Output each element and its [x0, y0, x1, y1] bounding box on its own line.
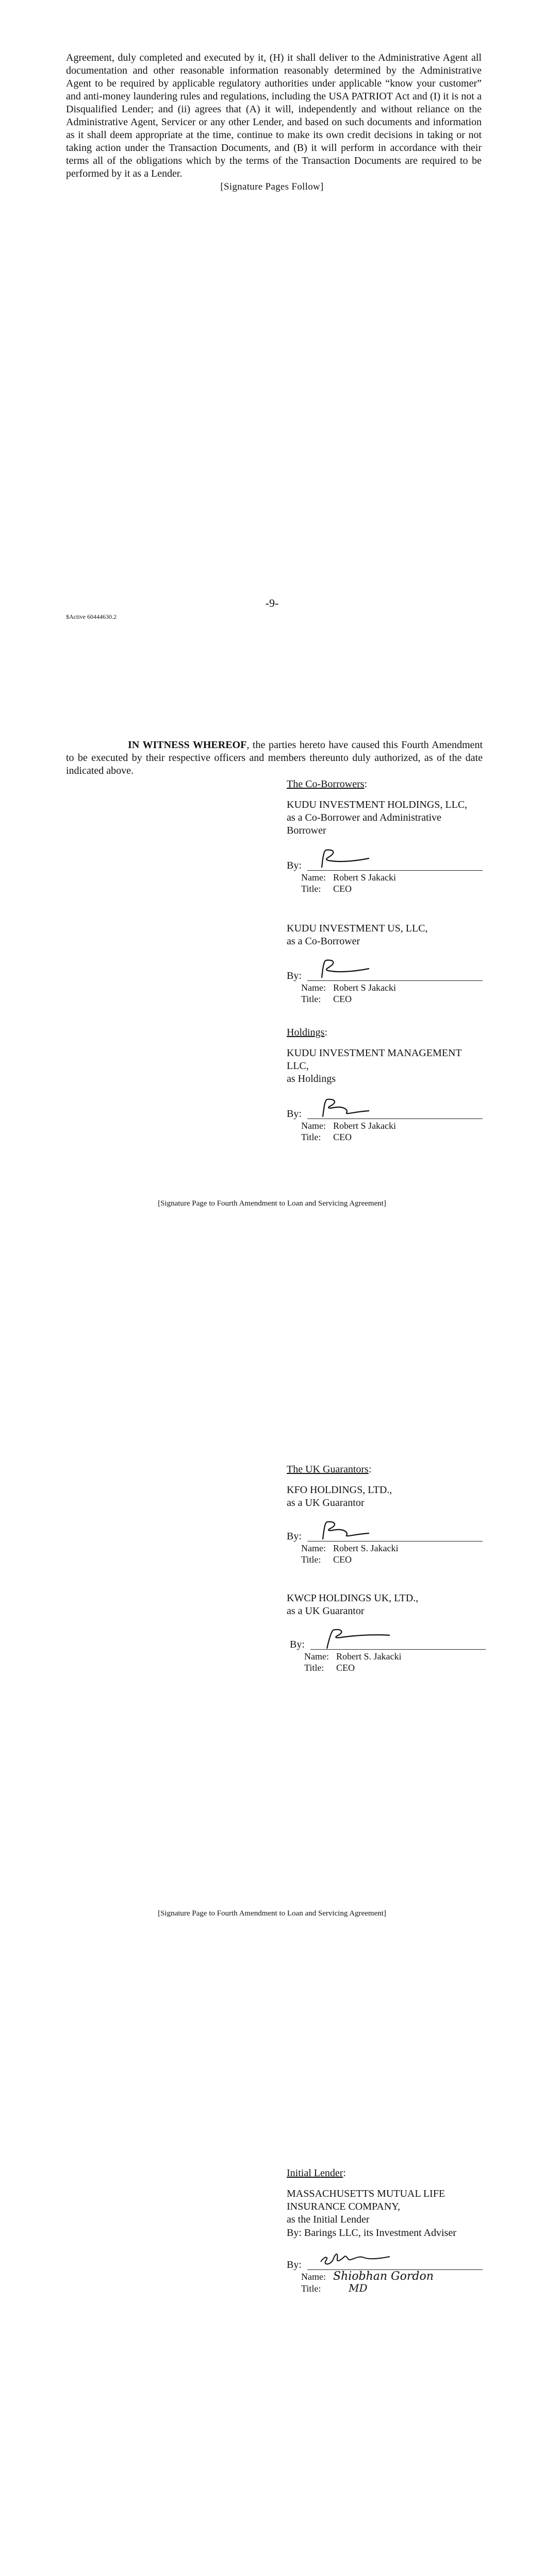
uk-guarantor-1-entity: KFO HOLDINGS, LTD., as a UK Guarantor: [287, 1484, 392, 1509]
witness-paragraph: [66, 739, 483, 777]
co-borrower-1-name-title: Name: Robert S Jakacki Title: CEO: [301, 872, 396, 894]
co-borrowers-heading: The Co-Borrowers:: [287, 778, 368, 790]
initial-lender-heading: Initial Lender:: [287, 2167, 346, 2179]
document-page-4: [0, 2117, 544, 2576]
uk-guarantor-1-name-title: Name: Robert S. Jakacki Title: CEO: [301, 1543, 399, 1565]
handwritten-title: MD: [349, 2282, 368, 2294]
holdings-heading: Holdings:: [287, 1027, 327, 1038]
uk-guarantor-2-name-title: Name: Robert S. Jakacki Title: CEO: [304, 1651, 402, 1673]
co-borrower-2-name-title: Name: Robert S Jakacki Title: CEO: [301, 982, 396, 1004]
uk-guarantor-2-entity: KWCP HOLDINGS UK, LTD., as a UK Guarantor: [287, 1592, 419, 1617]
co-borrower-1-entity: KUDU INVESTMENT HOLDINGS, LLC, as a Co-Borrower and Administrative Borrower: [287, 799, 468, 836]
investment-adviser-line: By: Barings LLC, its Investment Adviser: [287, 2227, 456, 2239]
witness-text: , the parties hereto have caused this Fourth Amendment to be executed by their respective officers and members thereunto duly authorized, as of the date indicated above.: [66, 739, 483, 776]
document-id: $Active 60444630.2: [66, 613, 117, 620]
signature-line-uk-guarantor-2: By:: [290, 1624, 491, 1655]
initial-lender-name-title: Name: Shiobhan Gordon Title: MD: [301, 2270, 434, 2294]
document-page-2: [0, 706, 544, 1412]
signature-image: [318, 1095, 374, 1121]
document-page-3: [0, 1412, 544, 2117]
signature-line-co-borrower-2: By:: [287, 955, 488, 986]
holdings-entity: KUDU INVESTMENT MANAGEMENT LLC, as Holdings: [287, 1047, 462, 1084]
initial-lender-entity: MASSACHUSETTS MUTUAL LIFE INSURANCE COMPANY, as the Initial Lender: [287, 2188, 446, 2225]
signature-image: [318, 1518, 374, 1544]
page-number: -9-: [265, 597, 279, 609]
signature-image: [321, 1626, 393, 1652]
signature-page-footer: [Signature Page to Fourth Amendment to Loan and Servicing Agreement]: [158, 1199, 386, 1208]
signature-image: [318, 2246, 395, 2272]
co-borrower-2-entity: KUDU INVESTMENT US, LLC, as a Co-Borrower: [287, 923, 428, 947]
signature-page-footer: [Signature Page to Fourth Amendment to Loan and Servicing Agreement]: [158, 1909, 386, 1918]
signature-pages-follow: [Signature Pages Follow]: [220, 181, 324, 192]
signature-line-initial-lender: By:: [287, 2244, 488, 2275]
agreement-paragraph: Agreement, duly completed and executed by it, (H) it shall deliver to the Administrative Agent all documentation and other reasonable information reasonably determined by the Administrative Agent to be required by applicable regulatory authorities under applicable “know your customer” and anti-money laundering rules and regulations, including the USA PATRIOT Act and (I) it is not a Disqualified Lender; and (ii) agrees that (A) it will, independently and without reliance on the Administrative Agent, Servicer or any other Lender, and based on such documents and information as it shall deem appropriate at the time, continue to make its own credit decisions in taking or not taking action under the Transaction Documents, and (B) it will perform in accordance with their terms all of the obligations which by the terms of the Transaction Documents are required to be performed by it as a Lender.: [66, 52, 482, 179]
signature-image: [318, 847, 374, 873]
signature-image: [318, 957, 374, 983]
handwritten-name: Shiobhan Gordon: [333, 2270, 434, 2283]
document-page-1: [0, 0, 544, 706]
signature-line-holdings: By:: [287, 1093, 488, 1124]
uk-guarantors-heading: The UK Guarantors:: [287, 1464, 372, 1475]
signature-line-uk-guarantor-1: By:: [287, 1516, 488, 1547]
holdings-name-title: Name: Robert S Jakacki Title: CEO: [301, 1121, 396, 1142]
signature-line-co-borrower-1: By:: [287, 845, 488, 876]
witness-lead: IN WITNESS WHEREOF: [128, 739, 247, 751]
